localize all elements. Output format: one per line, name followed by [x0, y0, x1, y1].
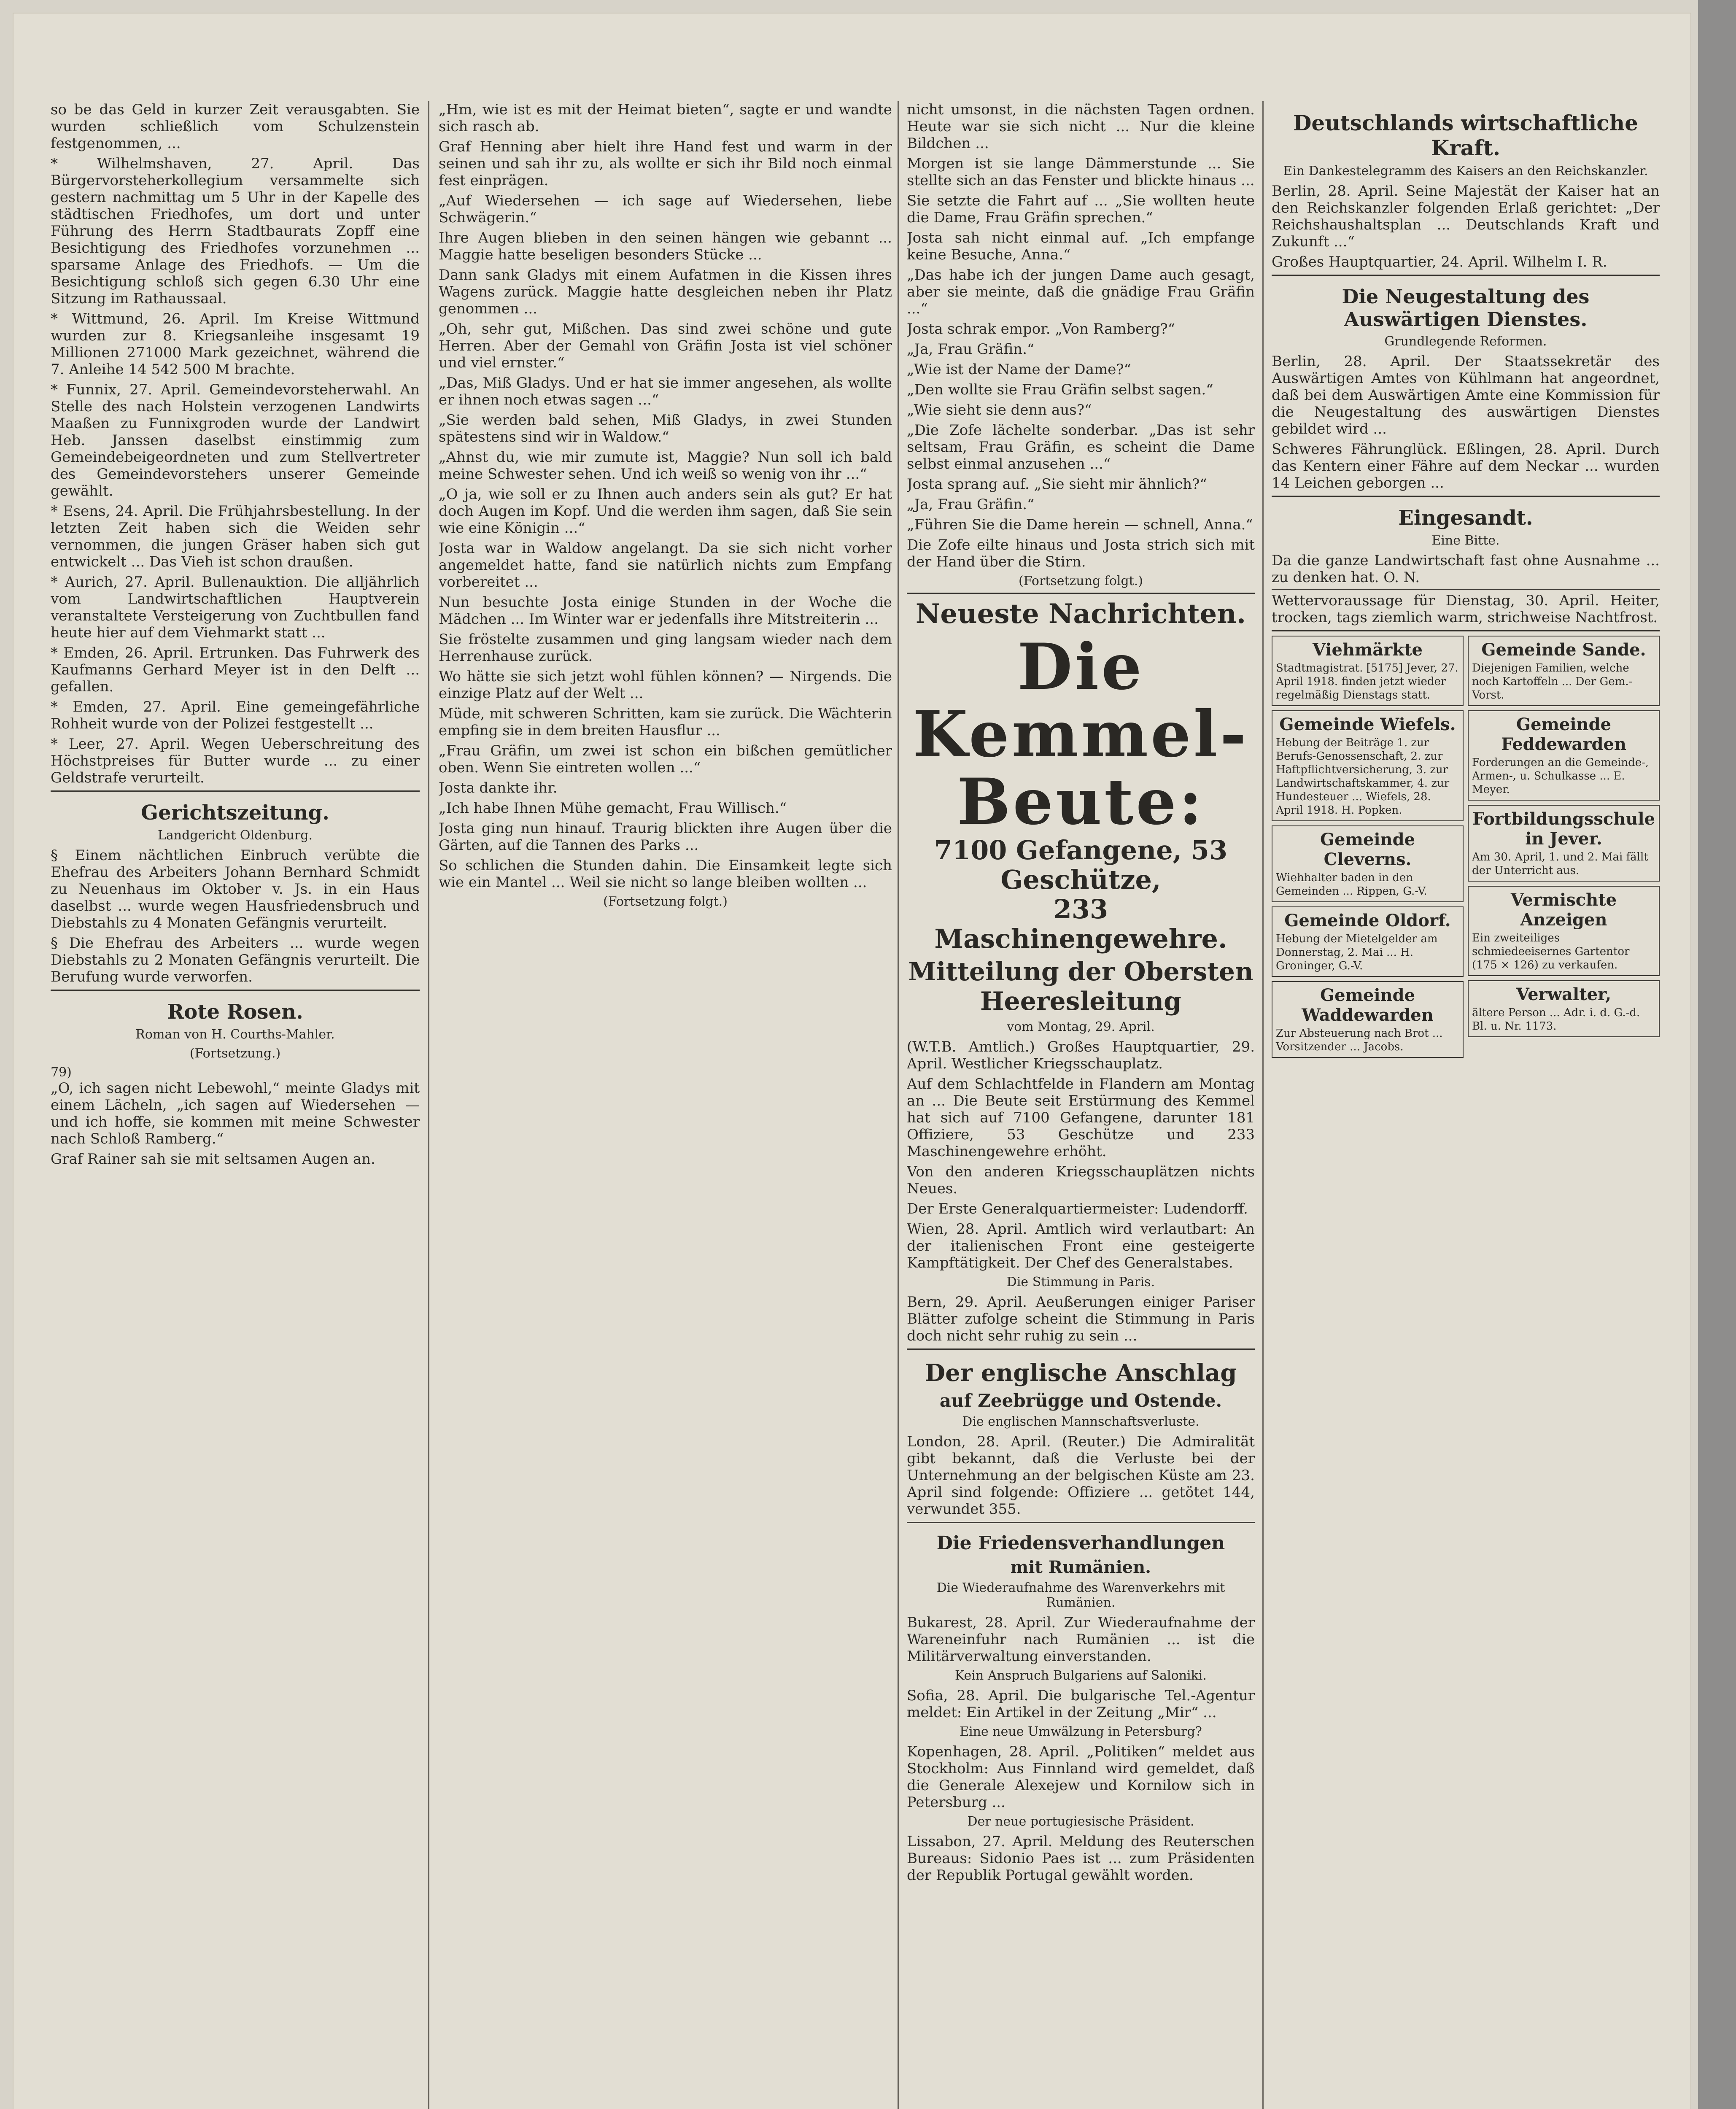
article-text: „O, ich sagen nicht Lebewohl,“ meinte Gladys mit einem Lächeln, „ich sagen auf Wiedersehen — und ich hoffe, sie kommen mit meine Schwester nach Schloß Ramberg.“	[51, 1080, 420, 1147]
article-text: „Auf Wiedersehen — ich sage auf Wiedersehen, liebe Schwägerin.“	[439, 192, 892, 226]
headline-sub: 233 Maschinengewehre.	[934, 894, 1227, 954]
column-4	[1272, 101, 1660, 2109]
article-text: Berlin, 28. April. Der Staatssekretär des Auswärtigen Amtes von Kühlmann hat angeordnet, daß bei dem Auswärtigen Amte eine Kommission für die Neugestaltung des auswärtigen Dienstes gebildet wird ...	[1272, 353, 1660, 437]
article-text: * Emden, 27. April. Eine gemeingefährliche Rohheit wurde von der Polizei festgestellt ...	[51, 699, 420, 732]
novel-number: 79)	[51, 1065, 72, 1080]
ad-title: Gemeinde Feddewarden	[1501, 715, 1626, 754]
article-text: * Aurich, 27. April. Bullenauktion. Die alljährlich vom Landwirtschaftlichen Hauptverein veranstaltete Versteigerung von Zuchtbullen fand heute hier auf dem Viehmarkt statt ...	[51, 574, 420, 641]
divider	[1272, 275, 1660, 276]
ad-text: Zur Absteuerung nach Brot ... Vorsitzender ... Jacobs.	[1276, 1027, 1443, 1053]
article-text: „Das habe ich der jungen Dame auch gesagt, aber sie meinte, daß die gnädige Frau Gräfin ...“	[907, 267, 1255, 317]
article-text: Sie fröstelte zusammen und ging langsam wieder nach dem Herrenhause zurück.	[439, 631, 892, 665]
ads-area	[1272, 636, 1660, 1062]
article-text: Sofia, 28. April. Die bulgarische Tel.-Agentur meldet: Ein Artikel in der Zeitung „Mir“ ...	[907, 1687, 1255, 1721]
article-text: Josta sprang auf. „Sie sieht mir ähnlich?“	[907, 476, 1207, 493]
article-text: Josta war in Waldow angelangt. Da sie sich nicht vorher angemeldet hatte, fand sie natürlich nichts zum Empfang vorbereitet ...	[439, 540, 892, 591]
ad-title: Viehmärkte	[1312, 640, 1423, 660]
headline-sub: 7100 Gefangene, 53 Geschütze,	[934, 835, 1228, 895]
article-text: Die Zofe eilte hinaus und Josta strich sich mit der Hand über die Stirn.	[907, 537, 1255, 570]
section-title: Gerichtszeitung.	[141, 801, 329, 825]
continuation-note: (Fortsetzung folgt.)	[1019, 574, 1143, 588]
article-text: § Die Ehefrau des Arbeiters ... wurde wegen Diebstahls zu 2 Monaten Gefängnis verurteilt. Die Berufung wurde verworfen.	[51, 935, 420, 985]
article-text: Auf dem Schlachtfelde in Flandern am Montag an ... Die Beute seit Erstürmung des Kemmel hat sich auf 7100 Gefangene, darunter 181 Offiziere, 53 Geschütze und 233 Maschinengewehre erhöht.	[907, 1076, 1255, 1160]
article-text: Müde, mit schweren Schritten, kam sie zurück. Die Wächterin empfing sie in dem breiten Hausflur ...	[439, 705, 892, 739]
section-title: Die Neugestaltung des Auswärtigen Dienstes.	[1342, 285, 1590, 331]
section-title: mit Rumänien.	[1010, 1557, 1151, 1577]
article-text: „Sie werden bald sehen, Miß Gladys, in zwei Stunden spätestens sind wir in Waldow.“	[439, 412, 892, 445]
section-title: Der englische Anschlag	[925, 1359, 1237, 1387]
ad-text: Ein zweiteiliges schmiedeeisernes Gartentor (175 × 126) zu verkaufen.	[1472, 932, 1630, 971]
ad-text: ältere Person ... Adr. i. d. G.-d. Bl. u. Nr. 1173.	[1472, 1006, 1640, 1033]
column-rule	[1262, 101, 1264, 2109]
column-rule	[428, 101, 429, 2109]
ad-text: Stadtmagistrat. [5175] Jever, 27. April 1918. finden jetzt wieder regelmäßig Dienstags statt.	[1276, 662, 1458, 701]
divider	[1272, 496, 1660, 497]
news-header: Neueste Nachrichten.	[915, 598, 1246, 630]
article-text: So schlichen die Stunden dahin. Die Einsamkeit legte sich wie ein Mantel ... Weil sie nicht so lange bleiben wollten ...	[439, 857, 892, 891]
article-text: Ihre Augen blieben in den seinen hängen wie gebannt ... Maggie hatte beseligen besonders Stücke ...	[439, 229, 892, 263]
article-text: * Emden, 26. April. Ertrunken. Das Fuhrwerk des Kaufmanns Gerhard Meyer ist in den Delft ... gefallen.	[51, 645, 420, 695]
section-subtitle: Kein Anspruch Bulgariens auf Saloniki.	[955, 1668, 1207, 1683]
column-1	[51, 101, 420, 2109]
ad-title: Fortbildungsschule in Jever.	[1472, 809, 1655, 849]
article-text: Großes Hauptquartier, 24. April. Wilhelm I. R.	[1272, 254, 1607, 270]
section-subtitle: Eine neue Umwälzung in Petersburg?	[960, 1724, 1202, 1739]
ad-text: Forderungen an die Gemeinde-, Armen-, u. Schulkasse ... E. Meyer.	[1472, 756, 1649, 796]
ad-title: Vermischte Anzeigen	[1510, 890, 1617, 930]
ad-title: Verwalter,	[1516, 984, 1612, 1004]
newspaper-page	[13, 13, 1691, 2109]
article-text: Graf Henning aber hielt ihre Hand fest und warm in der seinen und sah ihr zu, als wollte er sich ihr Bild noch einmal fest einprägen.	[439, 138, 892, 189]
ad-box	[1468, 980, 1660, 1037]
article-text: „Ich habe Ihnen Mühe gemacht, Frau Willisch.“	[439, 800, 787, 817]
article-text: „O ja, wie soll er zu Ihnen auch anders sein als gut? Er hat doch Augen im Kopf. Und die werden ihm sagen, daß Sie sein wie eine Königin ...“	[439, 486, 892, 537]
article-text: * Wittmund, 26. April. Im Kreise Wittmund wurden zur 8. Kriegsanleihe insgesamt 19 Millionen 271000 Mark gezeichnet, während die 7. Anleihe 14 542 500 M brachte.	[51, 310, 420, 378]
article-text: Berlin, 28. April. Seine Majestät der Kaiser hat an den Reichskanzler folgenden Erlaß gerichtet: „Der Reichshaushaltsplan ... Deutschlands Kraft und Zukunft ...“	[1272, 183, 1660, 250]
column-rule	[898, 101, 899, 2109]
section-subtitle: Ein Dankestelegramm des Kaisers an den Reichskanzler.	[1283, 164, 1648, 178]
section-title: auf Zeebrügge und Ostende.	[939, 1390, 1222, 1411]
novel-author: Roman von H. Courths-Mahler.	[135, 1027, 335, 1042]
article-text: § Einem nächtlichen Einbruch verübte die Ehefrau des Arbeiters Johann Bernhard Schmidt zu Neuenhaus im Oktober v. Js. in ein Haus daselbst ... wurde wegen Hausfriedensbruch und Diebstahls zu 4 Monaten Gefängnis verurteilt.	[51, 847, 420, 931]
article-text: Der Erste Generalquartiermeister: Ludendorff.	[907, 1200, 1248, 1217]
article-text: Graf Rainer sah sie mit seltsamen Augen an.	[51, 1151, 375, 1168]
divider	[907, 1348, 1255, 1350]
article-text: „Ja, Frau Gräfin.“	[907, 496, 1035, 513]
ad-text: Am 30. April, 1. und 2. Mai fällt der Unterricht aus.	[1472, 851, 1648, 877]
article-text: Dann sank Gladys mit einem Aufatmen in die Kissen ihres Wagens zurück. Maggie hatte desgleichen neben ihr Platz genommen ...	[439, 267, 892, 317]
ads-column-left	[1272, 636, 1464, 1062]
column-3	[907, 101, 1255, 2109]
hq-date: vom Montag, 29. April.	[1007, 1019, 1155, 1034]
article-text: Da die ganze Landwirtschaft fast ohne Ausnahme ... zu denken hat. O. N.	[1272, 552, 1660, 586]
ad-text: Hebung der Mietelgelder am Donnerstag, 2. Mai ... H. Groninger, G.-V.	[1276, 933, 1438, 972]
ad-text: Diejenigen Familien, welche noch Kartoffeln ... Der Gem.-Vorst.	[1472, 662, 1633, 701]
article-text: * Leer, 27. April. Wegen Ueberschreitung des Höchstpreises für Butter wurde ... zu einer Geldstrafe verurteilt.	[51, 736, 420, 786]
section-title: Eingesandt.	[1398, 506, 1533, 530]
ad-box	[1272, 636, 1464, 706]
ad-title: Gemeinde Sande.	[1481, 640, 1646, 660]
novel-title: Rote Rosen.	[167, 1000, 303, 1024]
article-text: Schweres Fährunglück. Eßlingen, 28. April. Durch das Kentern einer Fähre auf dem Neckar ... wurden 14 Leichen geborgen ...	[1272, 441, 1660, 491]
ad-box	[1468, 805, 1660, 882]
divider	[51, 790, 420, 792]
article-text: nicht umsonst, in die nächsten Tagen ordnen. Heute war sie sich nicht ... Nur die kleine Bildchen ...	[907, 101, 1255, 152]
article-text: „Den wollte sie Frau Gräfin selbst sagen.“	[907, 381, 1213, 398]
ad-text: Hebung der Beiträge 1. zur Berufs-Genossenschaft, 2. zur Haftpflichtversicherung, 3. zur Landwirtschaftskammer, 4. zur Hundesteuer ... Wiefels, 28. April 1918. H. Popken.	[1276, 736, 1450, 817]
column-2	[439, 101, 892, 2109]
divider	[51, 990, 420, 991]
article-text: „Wie ist der Name der Dame?“	[907, 361, 1131, 378]
article-text: „Die Zofe lächelte sonderbar. „Das ist sehr seltsam, Frau Gräfin, es scheint die Dame selbst einmal anzusehen ...“	[907, 422, 1255, 472]
section-subtitle: Die englischen Mannschaftsverluste.	[962, 1414, 1200, 1429]
section-title: Deutschlands wirtschaftliche Kraft.	[1293, 111, 1638, 160]
ad-box	[1272, 710, 1464, 821]
ad-title: Gemeinde Oldorf.	[1284, 911, 1451, 930]
ad-text: Wiehhalter baden in den Gemeinden ... Rippen, G.-V.	[1276, 871, 1427, 898]
divider	[907, 1522, 1255, 1523]
article-text: Von den anderen Kriegsschauplätzen nichts Neues.	[907, 1163, 1255, 1197]
article-text: * Esens, 24. April. Die Frühjahrsbestellung. In der letzten Zeit haben sich die Weiden sehr vernommen, die jungen Gräser haben sich gut entwickelt ... Das Vieh ist schon draußen.	[51, 503, 420, 570]
section-subtitle: Die Wiederaufnahme des Warenverkehrs mit Rumänien.	[936, 1580, 1225, 1610]
article-text: „Führen Sie die Dame herein — schnell, Anna.“	[907, 516, 1253, 533]
article-text: Josta dankte ihr.	[439, 779, 558, 796]
article-text: Nun besuchte Josta einige Stunden in der Woche die Mädchen ... Im Winter war er jedenfalls ihre Mitstreiterin ...	[439, 594, 892, 628]
article-text: * Funnix, 27. April. Gemeindevorsteherwahl. An Stelle des nach Holstein verzogenen Landwirts Maaßen zu Funnixgroden wurde der Landwirt Heb. Janssen daselbst einstimmig zum Gemeindebeigeordneten und zum Stellvertreter des Gemeindevorstehers unserer Gemeinde gewählt.	[51, 381, 420, 499]
article-text: Wo hätte sie sich jetzt wohl fühlen können? — Nirgends. Die einzige Platz auf der Welt ...	[439, 668, 892, 702]
ad-title: Gemeinde Cleverns.	[1320, 830, 1415, 869]
article-text: (W.T.B. Amtlich.) Großes Hauptquartier, 29. April. Westlicher Kriegsschauplatz.	[907, 1038, 1255, 1072]
article-text: Josta sah nicht einmal auf. „Ich empfange keine Besuche, Anna.“	[907, 229, 1255, 263]
article-text: Bukarest, 28. April. Zur Wiederaufnahme der Wareneinfuhr nach Rumänien ... ist die Militärverwaltung einverstanden.	[907, 1614, 1255, 1665]
headline: Die Kemmel-Beute:	[913, 630, 1249, 839]
continuation-note: (Fortsetzung folgt.)	[603, 894, 728, 909]
article-text: „Wie sieht sie denn aus?“	[907, 402, 1092, 418]
article-text: Wien, 28. April. Amtlich wird verlautbart: An der italienischen Front eine gesteigerte Kampftätigkeit. Der Chef des Generalstabes.	[907, 1221, 1255, 1271]
section-subtitle: Der neue portugiesische Präsident.	[967, 1814, 1194, 1829]
ad-title: Gemeinde Waddewarden	[1302, 985, 1434, 1025]
ads-column-right	[1468, 636, 1660, 1062]
ad-title: Gemeinde Wiefels.	[1279, 715, 1456, 734]
section-subtitle: Die Stimmung in Paris.	[1006, 1275, 1155, 1289]
weather-forecast: Wettervoraussage für Dienstag, 30. April. Heiter, trocken, tags ziemlich warm, strichweise Nachtfrost.	[1272, 592, 1660, 626]
section-subtitle: Grundlegende Reformen.	[1384, 334, 1547, 349]
ad-box	[1272, 981, 1464, 1058]
section-title: Die Friedensverhandlungen	[936, 1532, 1225, 1554]
article-text: * Wilhelmshaven, 27. April. Das Bürgervorsteherkollegium versammelte sich gestern nachmittag um 5 Uhr in der Kapelle des städtischen Friedhofes, um dort und unter Führung des Herrn Stadtbaurats Zopff eine Besichtigung des Friedhofes vorzunehmen ... sparsame Anlage des Friedhofs. — Um die Besichtigung schloß sich gegen 6.30 Uhr eine Sitzung im Rathaussaal.	[51, 155, 420, 307]
divider	[1272, 589, 1660, 590]
article-text: „Ja, Frau Gräfin.“	[907, 341, 1035, 358]
hq-title: Mitteilung der Obersten Heeresleitung	[908, 957, 1253, 1016]
article-text: Josta ging nun hinauf. Traurig blickten ihre Augen über die Gärten, auf die Tannen des Parks ...	[439, 820, 892, 854]
article-text: Kopenhagen, 28. April. „Politiken“ meldet aus Stockholm: Aus Finnland wird gemeldet, daß die Generale Alexejew und Kornilow sich in Petersburg ...	[907, 1743, 1255, 1811]
article-text: Lissabon, 27. April. Meldung des Reuterschen Bureaus: Sidonio Paes ist ... zum Präsidenten der Republik Portugal gewählt worden.	[907, 1833, 1255, 1884]
divider	[907, 593, 1255, 594]
novel-continuation: (Fortsetzung.)	[189, 1046, 281, 1061]
article-text: Morgen ist sie lange Dämmerstunde ... Sie stellte sich an das Fenster und blickte hinaus ...	[907, 155, 1255, 189]
ad-box	[1468, 710, 1660, 801]
article-text: „Hm, wie ist es mit der Heimat bieten“, sagte er und wandte sich rasch ab.	[439, 101, 892, 135]
article-text: Josta schrak empor. „Von Ramberg?“	[907, 321, 1175, 337]
scan-edge	[1698, 0, 1736, 2109]
article-text: London, 28. April. (Reuter.) Die Admiralität gibt bekannt, daß die Verluste bei der Unternehmung an der belgischen Küste am 23. April sind folgende: Offiziere ... getötet 144, verwundet 355.	[907, 1433, 1255, 1518]
ad-box	[1468, 886, 1660, 976]
section-subtitle: Landgericht Oldenburg.	[157, 828, 313, 843]
article-text: Bern, 29. April. Aeußerungen einiger Pariser Blätter zufolge scheint die Stimmung in Paris doch nicht sehr ruhig zu sein ...	[907, 1294, 1255, 1344]
article-text: Sie setzte die Fahrt auf ... „Sie wollten heute die Dame, Frau Gräfin sprechen.“	[907, 192, 1255, 226]
ad-box	[1272, 825, 1464, 902]
article-text: „Das, Miß Gladys. Und er hat sie immer angesehen, als wollte er ihnen noch etwas sagen ...“	[439, 375, 892, 408]
article-text: „Oh, sehr gut, Mißchen. Das sind zwei schöne und gute Herren. Aber der Gemahl von Gräfin Josta ist viel schöner und viel ernster.“	[439, 321, 892, 371]
article-text: „Frau Gräfin, um zwei ist schon ein bißchen gemütlicher oben. Wenn Sie eintreten wollen ...“	[439, 742, 892, 776]
section-subtitle: Eine Bitte.	[1431, 533, 1500, 548]
ad-box	[1468, 636, 1660, 706]
divider	[1272, 630, 1660, 631]
article-text: so be das Geld in kurzer Zeit verausgabten. Sie wurden schließlich vom Schulzenstein festgenommen, ...	[51, 101, 420, 152]
article-text: „Ahnst du, wie mir zumute ist, Maggie? Nun soll ich bald meine Schwester sehen. Und ich weiß so wenig von ihr ...“	[439, 449, 892, 483]
ad-box	[1272, 906, 1464, 977]
